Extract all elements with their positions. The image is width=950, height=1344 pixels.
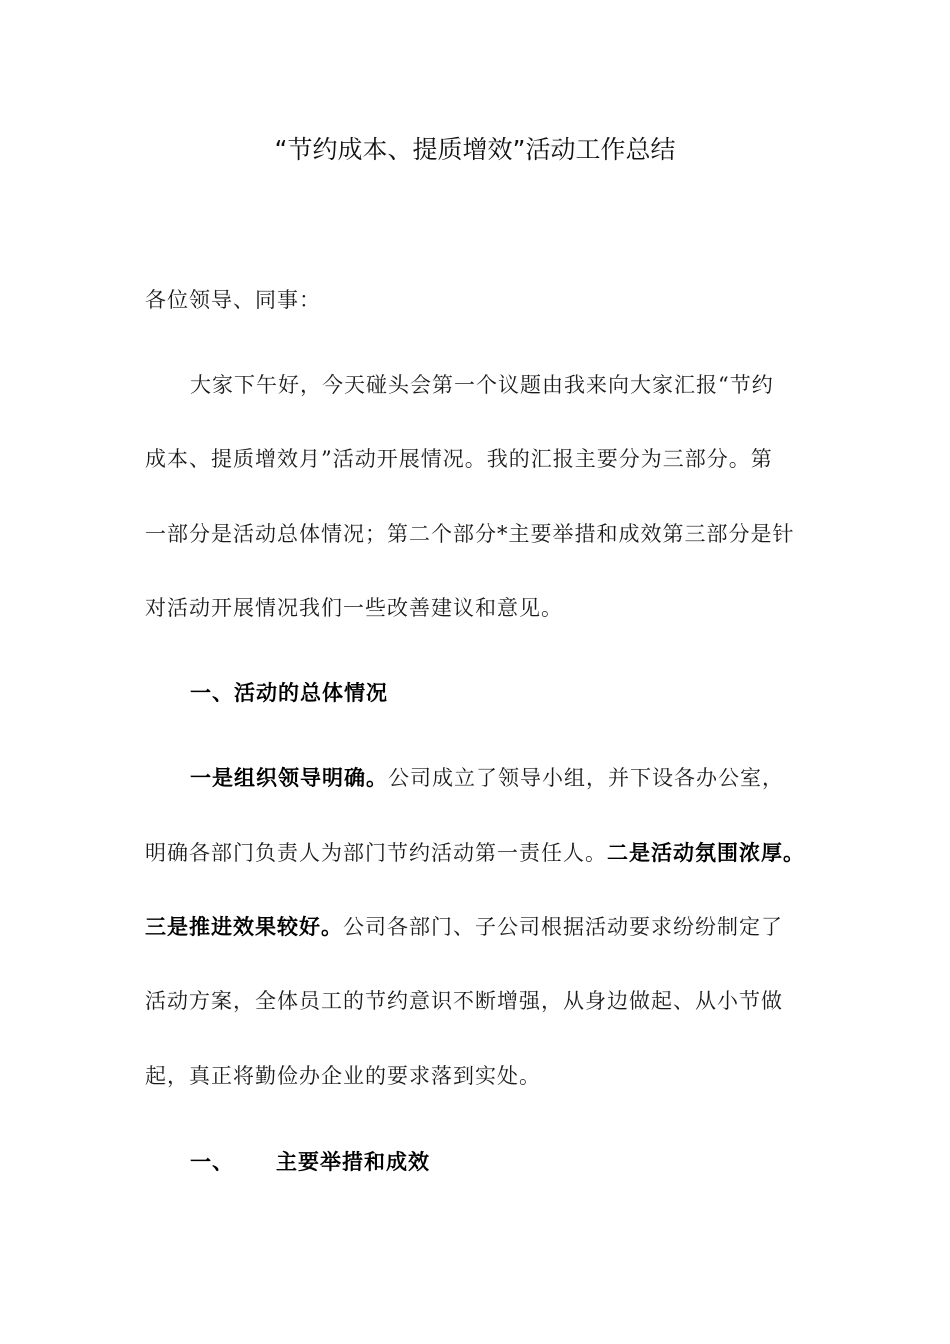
point-2-bold: 二是活动氛围浓厚。 bbox=[607, 841, 805, 865]
intro-line-2: 成本、提质增效月”活动开展情况。我的汇报主要分为三部分。第 bbox=[145, 447, 773, 471]
section-2-heading bbox=[190, 1145, 830, 1179]
para2-line-1 bbox=[190, 761, 830, 795]
intro-line-4: 对活动开展情况我们一些改善建议和意见。 bbox=[145, 596, 563, 620]
point-3-bold: 三是推进效果较好。 bbox=[145, 915, 343, 939]
section-2-title: 主要举措和成效 bbox=[276, 1150, 430, 1174]
point-1-bold: 一是组织领导明确。 bbox=[190, 766, 388, 790]
salutation: 各位领导、同事： bbox=[145, 288, 321, 312]
intro-line-1: 大家下午好，今天碰头会第一个议题由我来向大家汇报“节约 bbox=[190, 373, 774, 397]
para2-line-4: 活动方案，全体员工的节约意识不断增强，从身边做起、从小节做 bbox=[145, 989, 783, 1013]
para2-line-3-text: 公司各部门、子公司根据活动要求纷纷制定了 bbox=[343, 915, 783, 939]
para2-line-1-text: 公司成立了领导小组，并下设各办公室， bbox=[388, 766, 784, 790]
section-1-heading: 一、活动的总体情况 bbox=[190, 681, 388, 705]
intro-line-3: 一部分是活动总体情况；第二个部分*主要举措和成效第三部分是针 bbox=[145, 522, 795, 546]
para2-line-3 bbox=[145, 910, 825, 944]
document-title: “节约成本、提质增效”活动工作总结 bbox=[274, 135, 676, 164]
para2-line-2 bbox=[145, 836, 825, 870]
para2-line-2-text: 明确各部门负责人为部门节约活动第一责任人。 bbox=[145, 841, 607, 865]
para2-line-5: 起，真正将勤俭办企业的要求落到实处。 bbox=[145, 1064, 541, 1088]
section-2-number: 一、 bbox=[190, 1150, 234, 1174]
